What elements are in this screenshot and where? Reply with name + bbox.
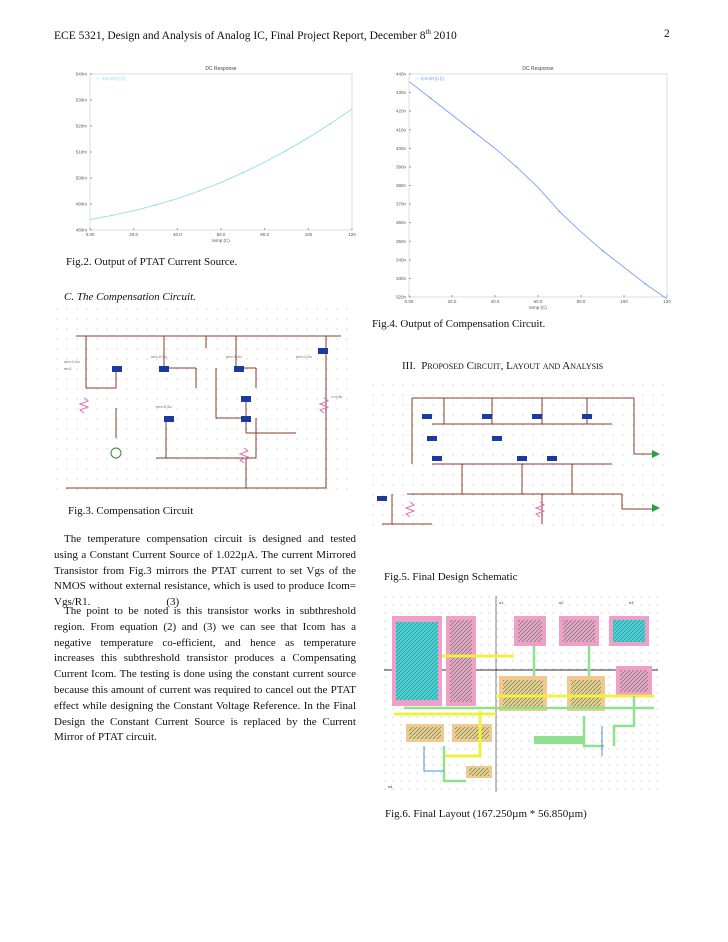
fig2-ytick-label: 490m bbox=[75, 201, 87, 207]
fig2-data-point bbox=[155, 204, 157, 206]
fig4-xtick-label: 40.0 bbox=[490, 299, 500, 304]
fig4-xtick-label: 120 bbox=[663, 299, 671, 304]
fig3-schematic bbox=[56, 308, 356, 498]
fig4-xtick-label: 20.0 bbox=[447, 299, 457, 304]
fig4-ytick-label: 400n bbox=[395, 145, 406, 151]
fig2-legend: — I(nm)R(t) [I] bbox=[96, 76, 125, 81]
fig4-data-point bbox=[473, 131, 475, 133]
fig2-ytick-label: 500m bbox=[75, 175, 87, 181]
fig2-ytick-label: 520m bbox=[75, 123, 87, 129]
fig4-ytick-label: 390n bbox=[395, 164, 406, 170]
section-iii-heading bbox=[402, 360, 603, 372]
fig4-data-point bbox=[516, 166, 518, 168]
fig2-data-point bbox=[242, 172, 244, 174]
svg-text:nm=1.0u: nm=1.0u bbox=[296, 354, 312, 359]
header-title: ECE 5321, Design and Analysis of Analog IC, Final Project Report, December 8 bbox=[54, 29, 426, 42]
fig2-series-line bbox=[90, 109, 352, 220]
svg-text:n1: n1 bbox=[499, 600, 504, 605]
fig2-ytick-label: 540m bbox=[75, 71, 87, 77]
svg-text:nm=2.0u: nm=2.0u bbox=[151, 354, 167, 359]
fig2-ytick-label: 510m bbox=[75, 149, 87, 155]
fig2-ytick-label: 530m bbox=[75, 97, 87, 103]
fig5-schematic bbox=[372, 384, 664, 534]
section-iii-title: Proposed Circuit, Layout and Analysis bbox=[421, 360, 604, 372]
svg-text:r=4.0k: r=4.0k bbox=[331, 394, 343, 399]
fig2-xtick-label: 20.0 bbox=[129, 232, 139, 237]
fig2-xtick-label: 100 bbox=[304, 232, 313, 237]
fig4-data-point bbox=[645, 283, 647, 285]
svg-text:nm=1.0u: nm=1.0u bbox=[64, 359, 80, 364]
fig4-data-point bbox=[559, 211, 561, 213]
fig4-chart bbox=[375, 60, 675, 315]
fig4-ytick-label: 380n bbox=[395, 183, 406, 188]
fig4-ytick-label: 350n bbox=[395, 238, 406, 244]
fig2-xtick-label: 60.0 bbox=[216, 232, 226, 237]
paragraph-2-text: The point to be noted is this transistor works in subthreshold region. From equation (2) and (3) we can see that Icom has a negative temperature co-efficient, and hence as temperature increases this subthreshold transistor produces a Compensating Current Icom. The testing is done using the constant current source because this amount of current was required to cancel out the PTAT effect while designing the Constant Voltage Reference. In the Final Design the Constant Current Source is replaced by the Current Mirror of PTAT circuit. bbox=[54, 605, 356, 744]
fig4-xtick-label: 0.00 bbox=[404, 299, 414, 304]
section-iii-numeral: III. bbox=[402, 360, 416, 372]
fig6-caption: Fig.6. Final Layout (167.250µm * 56.850µm) bbox=[385, 808, 587, 820]
fig4-title: DC Response bbox=[522, 66, 554, 72]
running-header bbox=[54, 28, 457, 42]
fig4-ytick-label: 360n bbox=[395, 220, 406, 226]
fig4-ytick-label: 420n bbox=[395, 108, 406, 114]
fig4-ytick-label: 440n bbox=[395, 71, 406, 77]
fig4-ytick-label: 340n bbox=[395, 257, 406, 263]
header-sup: th bbox=[425, 28, 431, 36]
fig2-caption: Fig.2. Output of PTAT Current Source. bbox=[66, 256, 238, 268]
fig4-xtick-label: 60.0 bbox=[533, 299, 543, 304]
fig4-data-point bbox=[430, 97, 432, 99]
paragraph-1 bbox=[54, 532, 356, 611]
fig4-ytick-label: 410n bbox=[395, 127, 406, 133]
fig2-chart bbox=[56, 60, 366, 248]
page-number: 2 bbox=[664, 28, 670, 40]
fig2-ytick-label: 480m bbox=[75, 227, 87, 233]
fig4-ytick-label: 370n bbox=[395, 201, 406, 207]
header-year: 2010 bbox=[430, 29, 457, 42]
fig2-data-point bbox=[329, 123, 331, 125]
fig4-ytick-label: 430n bbox=[395, 90, 406, 96]
fig2-xtick-label: 0.00 bbox=[85, 232, 95, 237]
fig2-title: DC Response bbox=[205, 66, 237, 72]
fig2-data-point bbox=[198, 190, 200, 192]
fig4-xlabel: temp (C) bbox=[529, 305, 547, 310]
fig4-legend: — I(nm)R(t) [I] bbox=[415, 76, 444, 81]
fig6-layout bbox=[384, 596, 658, 792]
svg-text:n2: n2 bbox=[559, 600, 564, 605]
fig2-data-point bbox=[286, 150, 288, 152]
fig4-data-point bbox=[602, 250, 604, 252]
fig4-xtick-label: 100 bbox=[620, 299, 628, 304]
fig4-series-line bbox=[409, 81, 667, 298]
fig5-caption: Fig.5. Final Design Schematic bbox=[384, 571, 518, 583]
section-c-heading: C. The Compensation Circuit. bbox=[64, 291, 196, 303]
fig4-ytick-label: 320n bbox=[395, 294, 406, 300]
svg-text:nm=0.5u: nm=0.5u bbox=[156, 404, 172, 409]
fig2-plot-frame bbox=[90, 74, 352, 230]
svg-text:n4: n4 bbox=[388, 784, 393, 789]
fig2-data-point bbox=[111, 215, 113, 217]
fig4-plot-frame bbox=[409, 74, 667, 297]
svg-text:m=1: m=1 bbox=[64, 366, 72, 371]
fig2-xtick-label: 40.0 bbox=[172, 232, 182, 237]
fig2-xtick-label: 80.0 bbox=[260, 232, 270, 237]
paragraph-1-text: The temperature compensation circuit is designed and tested using a Constant Current Source of 1.022µA. The current Mirrored Transistor from Fig.3 mirrors the PTAT current to set Vgs of the NMOS without external resistance, which is used to produce Icom= Vgs/R1. bbox=[54, 533, 356, 609]
paragraph-2 bbox=[54, 604, 356, 746]
fig2-xlabel: temp (C) bbox=[212, 238, 230, 243]
svg-text:nm=1.5u: nm=1.5u bbox=[226, 354, 242, 359]
fig3-caption: Fig.3. Compensation Circuit bbox=[68, 505, 194, 517]
fig4-ytick-label: 330n bbox=[395, 275, 406, 281]
svg-text:n3: n3 bbox=[629, 600, 634, 605]
fig4-xtick-label: 80.0 bbox=[576, 299, 586, 304]
fig4-caption: Fig.4. Output of Compensation Circuit. bbox=[372, 318, 546, 330]
fig2-xtick-label: 120 bbox=[348, 232, 356, 237]
equation-number: (3) bbox=[166, 596, 180, 609]
